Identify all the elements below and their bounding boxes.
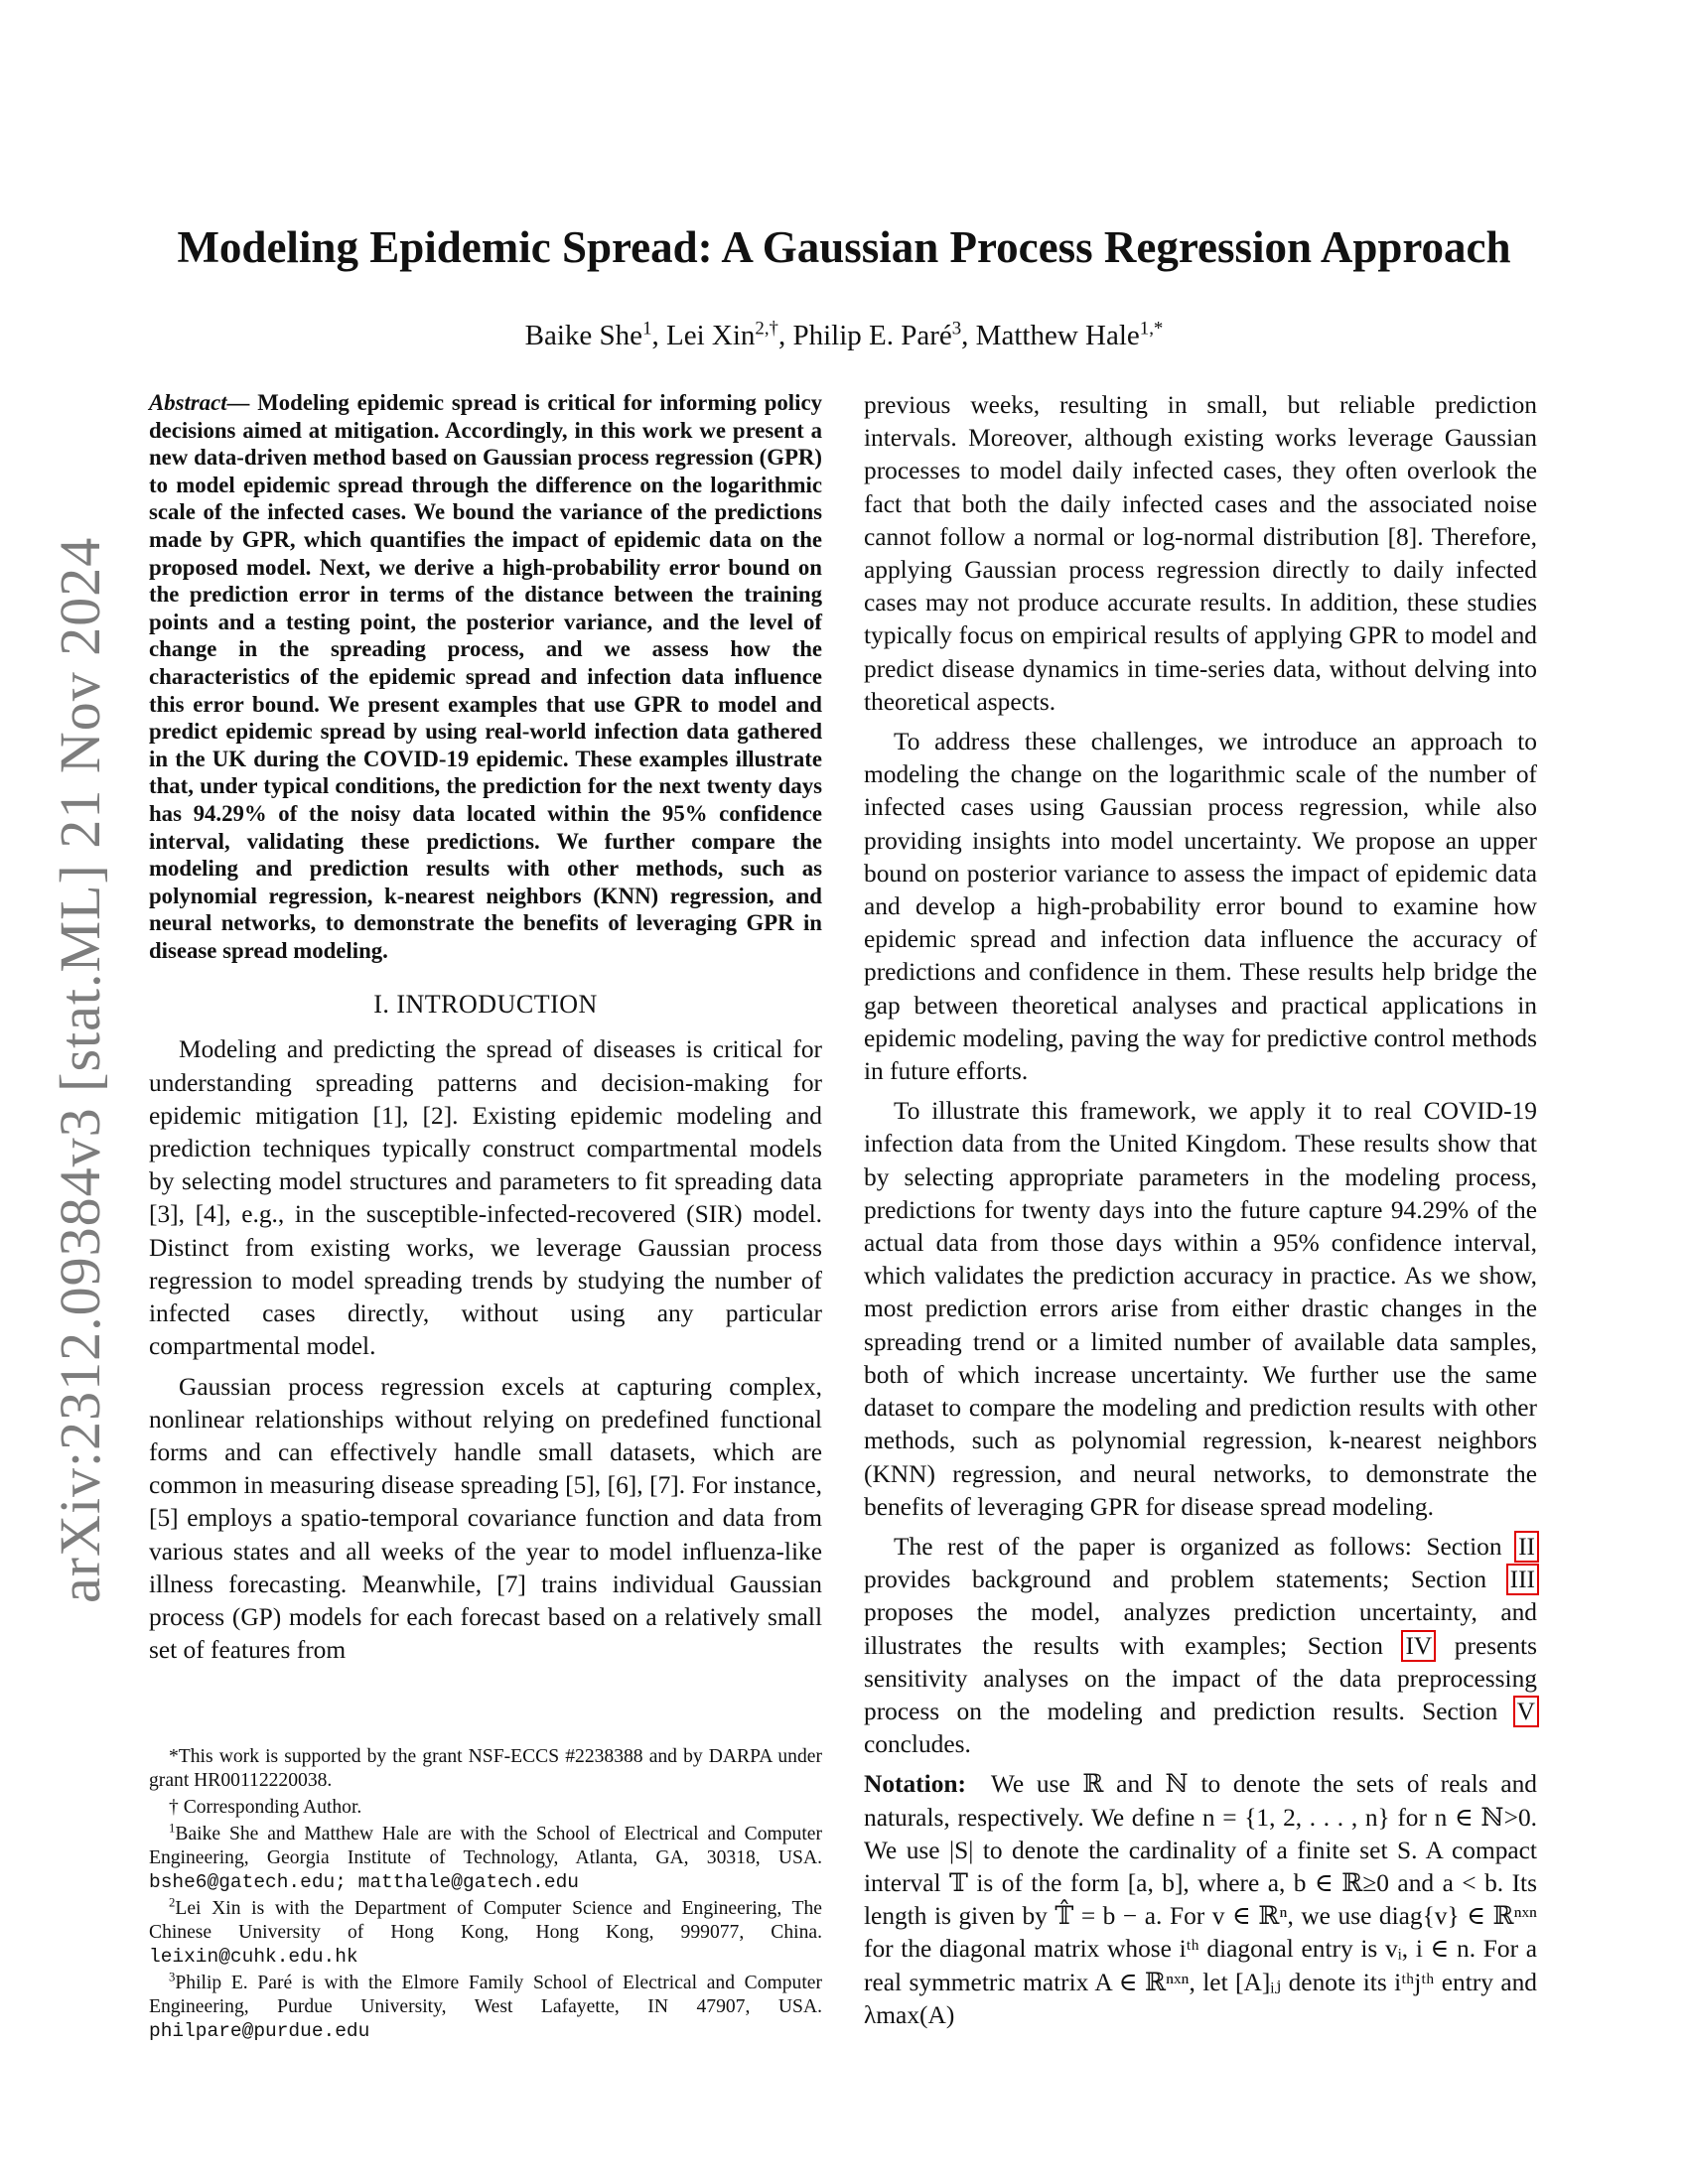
footnote-mark: 1: [169, 1821, 176, 1836]
abstract: [149, 389, 822, 964]
footnote-affiliation: [149, 1823, 822, 1894]
footnote-text: Baike She and Matthew Hale are with the School of Electrical and Computer Engineering, Georgia Institute of Technology, Atlanta, GA, 30318, USA.: [149, 1824, 822, 1868]
text-run: proposes the model, analyzes prediction uncertainty, and illustrates the results with examples; Section: [864, 1598, 1537, 1660]
right-column: [864, 389, 1537, 2032]
author-affiliation-mark: 2,†: [755, 318, 778, 340]
author-affiliation-mark: 1: [642, 318, 652, 340]
text-run: The rest of the paper is organized as follows: Section: [894, 1532, 1517, 1561]
text-run: provides background and problem statements; Section: [864, 1566, 1508, 1594]
author-affiliation-mark: 1,*: [1139, 318, 1164, 340]
author-name: Matthew Hale: [975, 320, 1140, 351]
paragraph: Gaussian process regression excels at capturing complex, nonlinear relationships without relying on predefined functional forms and can effectively handle small datasets, which are common in measuring disease spreading [5], [6], [7]. For instance, [5] employs a spatio-temporal covariance function and data from various states and all weeks of the year to model influenza-like illness forecasting. Meanwhile, [7] trains individual Gaussian process (GP) models for each forecast based on a relatively small set of features from: [149, 1372, 822, 1665]
email-link[interactable]: leixin@cuhk.edu.hk: [149, 1946, 358, 1968]
text-run: presents sensitivity analyses on the impact of the data preprocessing process on the modeling and prediction results. Section: [864, 1631, 1537, 1725]
author-name: Lei Xin: [665, 320, 756, 351]
arxiv-identifier: arXiv:2312.09384v3 [stat.ML] 21 Nov 2024: [48, 536, 112, 1603]
author-affiliation-mark: 3: [951, 318, 962, 340]
footnotes: [149, 1745, 822, 2046]
paper-title: Modeling Epidemic Spread: A Gaussian Process Regression Approach: [177, 222, 1511, 272]
section-link-ii[interactable]: II: [1518, 1532, 1535, 1561]
paragraph: To address these challenges, we introduce an approach to modeling the change on the logarithmic scale of the number of infected cases using Gaussian process regression, while also providing insights into model uncertainty. We propose an upper bound on posterior variance to assess the impact of epidemic data and develop a high-probability error bound to examine how epidemic spread and infection data influence the accuracy of predictions and confidence in them. These results help bridge the gap between theoretical analyses and practical applications in epidemic modeling, paving the way for predictive control methods in future efforts.: [864, 728, 1537, 1086]
footnote-text: Philip E. Paré is with the Elmore Family School of Electrical and Computer Engineering, Purdue University, West Lafayette, IN 47907, USA.: [149, 1973, 822, 2017]
notation-text: We use ℝ and ℕ to denote the sets of reals and naturals, respectively. We define n = {1, 2, . . . , n} for n ∈ ℕ>0. We use |S| to denote the cardinality of a finite set S. A compact interval 𝕋 is of the form [a, b], where a, b ∈ ℝ≥0 and a < b. Its length is given by 𝕋̂ = b − a. For v ∈ ℝⁿ, we use diag{v} ∈ ℝⁿˣⁿ for the diagonal matrix whose iᵗʰ diagonal entry is vᵢ, i ∈ n. For a real symmetric matrix A ∈ ℝⁿˣⁿ, let [A]ᵢⱼ denote its iᵗʰjᵗʰ entry and λmax(A): [864, 1770, 1537, 2029]
footnote-affiliation: [149, 1897, 822, 1969]
left-column: [149, 389, 822, 1667]
paragraph: Modeling and predicting the spread of diseases is critical for understanding spreading patterns and decision-making for epidemic mitigation [1], [2]. Existing epidemic modeling and prediction techniques typically construct compartmental models by selecting model structures and parameters to fit spreading data [3], [4], e.g., in the susceptible-infected-recovered (SIR) model. Distinct from existing works, we leverage Gaussian process regression to model spreading trends by studying the number of infected cases directly, without using any particular compartmental model.: [149, 1035, 822, 1361]
author-list: Baike She$^1$, Lei Xin$^{2,\dagger}$, Philip E. Paré$^3$, Matthew Hale$^{1,*}$: [524, 318, 1164, 351]
section-link-v[interactable]: V: [1516, 1697, 1535, 1725]
paragraph: To illustrate this framework, we apply it to real COVID-19 infection data from the United Kingdom. These results show that by selecting appropriate parameters in the modeling process, predictions for twenty days into the future capture 94.29% of the actual data from those days within a 95% confidence interval, which validates the prediction accuracy in practice. As we show, most prediction errors arise from either drastic changes in the spreading trend or a limited number of available data samples, both of which increase uncertainty. We further use the same dataset to compare the modeling and prediction results with other methods, such as polynomial regression, k-nearest neighbors (KNN) regression, and neural networks, to demonstrate the benefits of leveraging GPR for disease spread modeling.: [864, 1097, 1537, 1521]
introduction-body: [149, 1033, 822, 1667]
notation-label: Notation:: [864, 1770, 966, 1799]
footnote-mark: 2: [169, 1895, 176, 1910]
email-link[interactable]: philpare@purdue.edu: [149, 2020, 370, 2042]
abstract-body: — Modeling epidemic spread is critical for informing policy decisions aimed at mitigation. Accordingly, in this work we present a new data-driven method based on Gaussian process regression (GPR) to model epidemic spread through the difference on the logarithmic scale of the infected cases. We bound the variance of the predictions made by GPR, which quantifies the impact of epidemic data on the proposed model. Next, we derive a high-probability error bound on the prediction error in terms of the distance between the training points and a testing point, the posterior variance, and the level of change in the spreading process, and we assess how the characteristics of the epidemic spread and infection data influence this error bound. We present examples that use GPR to model and predict epidemic spread by using real-world infection data gathered in the UK during the COVID-19 epidemic. These examples illustrate that, under typical conditions, the prediction for the next twenty days has 94.29% of the noisy data located within the 95% confidence interval, validating these predictions. We further compare the modeling and prediction results with other methods, such as polynomial regression, k-nearest neighbors (KNN) regression, and neural networks, to demonstrate the benefits of leveraging GPR in disease spread modeling.: [149, 390, 822, 963]
paragraph-notation: [864, 1768, 1537, 2032]
section-link-iii[interactable]: III: [1509, 1566, 1535, 1594]
text-run: concludes.: [864, 1730, 971, 1759]
author-name: Baike She: [524, 320, 643, 351]
paragraph: previous weeks, resulting in small, but reliable prediction intervals. Moreover, although existing works leverage Gaussian processes to model daily infected cases, they often overlook the fact that both the daily infected cases and the associated noise cannot follow a normal or log-normal distribution [8]. Therefore, applying Gaussian process regression directly to daily infected cases may not produce accurate results. In addition, these studies typically focus on empirical results of applying GPR to model and predict disease dynamics in time-series data, without delving into theoretical aspects.: [864, 391, 1537, 716]
footnote-affiliation: [149, 1972, 822, 2043]
author-name: Philip E. Paré: [792, 320, 952, 351]
abstract-text: [149, 389, 822, 964]
footnote-text: Lei Xin is with the Department of Computer Science and Engineering, The Chinese University of Hong Kong, Hong Kong, 999077, China.: [149, 1898, 822, 1943]
section-link-iv[interactable]: IV: [1405, 1631, 1433, 1660]
footnote-funding: *This work is supported by the grant NSF-ECCS #2238388 and by DARPA under grant HR00112220038.: [149, 1746, 822, 1791]
footnote-mark: 3: [169, 1970, 176, 1984]
abstract-label: Abstract: [149, 390, 227, 415]
section-heading-introduction: I. INTRODUCTION: [373, 990, 598, 1020]
paragraph-organization: [864, 1531, 1537, 1761]
footnote-corresponding: † Corresponding Author.: [169, 1797, 362, 1818]
email-link[interactable]: bshe6@gatech.edu; matthale@gatech.edu: [149, 1871, 579, 1893]
